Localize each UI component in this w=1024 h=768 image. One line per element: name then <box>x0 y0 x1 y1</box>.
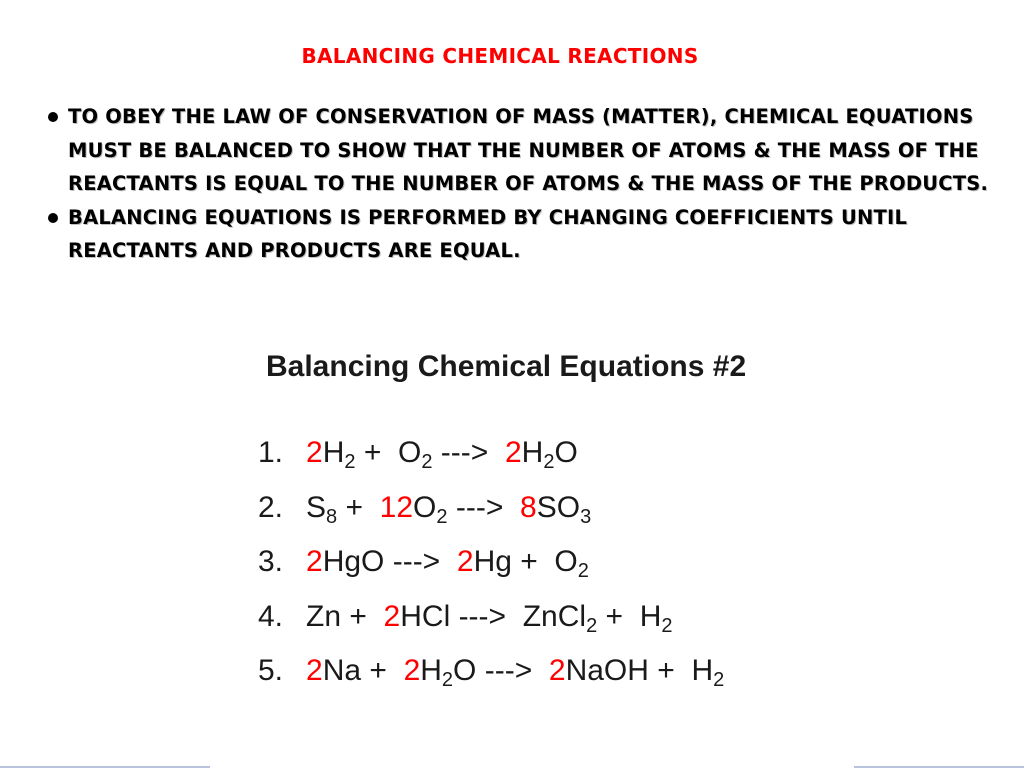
slide-title: BALANCING CHEMICAL REACTIONS <box>301 44 699 68</box>
bullet-list <box>44 100 994 268</box>
equation-row <box>258 481 724 536</box>
subscript: 2 <box>586 614 598 637</box>
equation-term: S <box>306 490 327 524</box>
equation-term: SO <box>536 490 581 524</box>
equation-term: Zn + <box>306 599 384 633</box>
equation-row <box>258 535 724 590</box>
coefficient: 2 <box>306 545 323 578</box>
subscript: 2 <box>577 560 589 582</box>
equation-term: Hg + O <box>473 545 578 578</box>
equation-term: NaOH + H <box>565 654 714 687</box>
bullet-item <box>44 100 994 201</box>
subscript: 2 <box>661 614 673 637</box>
equation-list <box>258 426 724 699</box>
coefficient: 12 <box>379 490 414 524</box>
subscript: 2 <box>713 669 725 691</box>
equation-term: HCl ---> ZnCl <box>400 599 587 633</box>
coefficient: 2 <box>456 545 474 578</box>
equation-number: 1. <box>258 436 284 469</box>
equation-term: + H <box>597 599 662 633</box>
equation-number: 2. <box>258 490 284 524</box>
bullet-dot-icon <box>48 112 58 122</box>
subscript: 3 <box>580 505 592 528</box>
subscript: 2 <box>543 451 555 473</box>
equations-heading: Balancing Chemical Equations #2 <box>266 350 747 383</box>
equation-term: ---> <box>447 490 521 524</box>
equation-row <box>258 644 724 699</box>
equation-term: O <box>413 490 437 524</box>
equation-term: H <box>420 654 442 687</box>
coefficient: 2 <box>306 654 323 687</box>
equation-term: + O <box>355 436 422 469</box>
equation-term: H <box>521 436 544 469</box>
subscript: 2 <box>436 505 448 528</box>
subscript: 8 <box>326 505 338 528</box>
subscript: 2 <box>344 451 356 473</box>
equation-number: 4. <box>258 599 284 633</box>
equation-term: HgO ---> <box>322 545 457 578</box>
equation-term: Na + <box>322 654 404 687</box>
bullet-dot-icon <box>48 213 58 223</box>
bullet-item <box>44 201 994 268</box>
equation-number: 5. <box>258 654 284 687</box>
coefficient: 8 <box>520 490 537 524</box>
equation-term: + <box>337 490 380 524</box>
coefficient: 2 <box>306 436 323 469</box>
bullet-text: TO OBEY THE LAW OF CONSERVATION OF MASS (MATTER), CHEMICAL EQUATIONS MUST BE BALANCED TO SHOW THAT THE NUMBER OF ATOMS & THE MASS OF THE REACTANTS IS EQUAL TO THE NUMBER OF ATOMS & THE MASS OF THE PRODUCTS. <box>68 105 989 195</box>
equation-row <box>258 426 724 481</box>
equation-term: O <box>554 436 578 469</box>
equation-term: O ---> <box>453 654 549 687</box>
equation-row <box>258 590 724 645</box>
bullet-text: BALANCING EQUATIONS IS PERFORMED BY CHANGING COEFFICIENTS UNTIL REACTANTS AND PRODUCTS ARE EQUAL. <box>68 205 908 262</box>
subscript: 2 <box>421 451 433 473</box>
subscript: 2 <box>441 669 454 691</box>
equation-term: ---> <box>432 436 505 469</box>
coefficient: 2 <box>403 654 421 687</box>
coefficient: 2 <box>504 436 522 469</box>
coefficient: 2 <box>383 599 401 633</box>
coefficient: 2 <box>548 654 566 687</box>
equation-number: 3. <box>258 545 284 578</box>
equation-term: H <box>322 436 345 469</box>
